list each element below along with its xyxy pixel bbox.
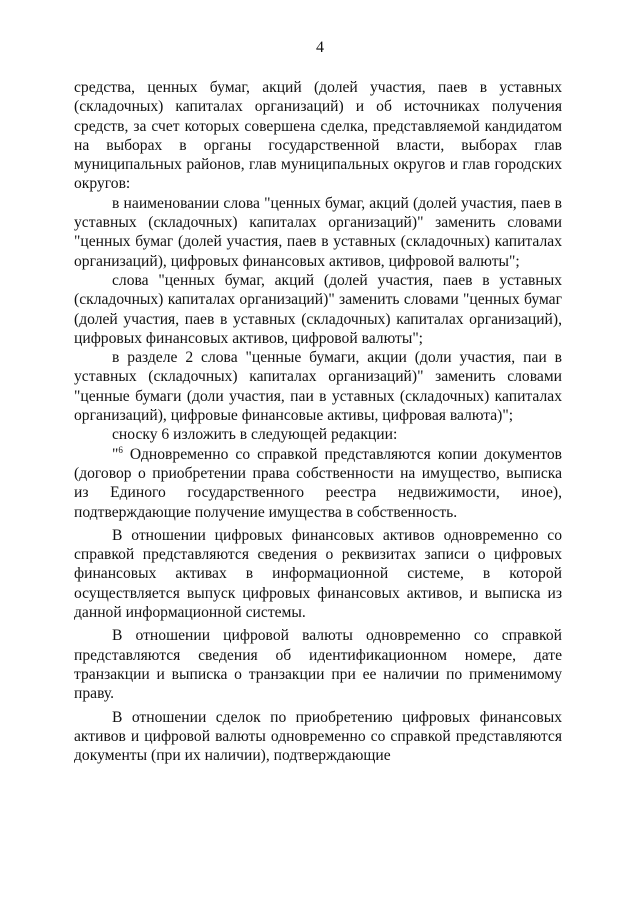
paragraph-footnote-intro: сноску 6 изложить в следующей редакции: xyxy=(112,426,398,444)
paragraph-digital-currency: В отношении цифровой валюты одновременно со справкой представляются сведения об идентификационном номере, дате транзакции и выписка о транзакции при ее наличии по применимому праву. xyxy=(74,627,562,703)
paragraph-words-amendment: слова "ценных бумаг, акций (долей участия, паев в уставных (складочных) капиталах организаций)" заменить словами "ценных бумаг (долей участия, паев в уставных (складочных) капиталах организаций), цифровых финансовых активов, цифровой валюты"; xyxy=(74,271,562,347)
paragraph-section-2-amendment: в разделе 2 слова "ценные бумаги, акции (доли участия, паи в уставных (складочных) капиталах организаций)" заменить словами "ценные бумаги (доли участия, паи в уставных (складочных) капиталах организаций), цифровые финансовые активы, цифровая валюта)"; xyxy=(74,349,562,425)
page-number: 4 xyxy=(316,39,324,56)
paragraph-digital-assets: В отношении цифровых финансовых активов одновременно со справкой представляются сведения о реквизитах записи о цифровых финансовых активах в информационной системе, в которой осуществляется выпуск цифровых финансовых активов, и выписка из данной информационной системы. xyxy=(74,526,562,622)
footnote-marker: 6 xyxy=(118,444,123,455)
body-text xyxy=(74,78,562,765)
paragraph-intro: средства, ценных бумаг, акций (долей участия, паев в уставных (складочных) капиталах организаций) и об источниках получения средств, за счет которых совершена сделка, представляемой кандидатом на выборах в органы государственной власти, выборах глав муниципальных районов, глав муниципальных округов и глав городских округов: xyxy=(74,79,562,193)
paragraph-transactions: В отношении сделок по приобретению цифровых финансовых активов и цифровой валюты одновременно со справкой представляются документы (при их наличии), подтверждающие xyxy=(74,708,562,765)
footnote-open-quote: " xyxy=(112,445,119,463)
paragraph-title-amendment: в наименовании слова "ценных бумаг, акций (долей участия, паев в уставных (складочных) капиталах организаций)" заменить словами "ценных бумаг (долей участия, паев в уставных (складочных) капиталах организаций), цифровых финансовых активов, цифровой валюты"; xyxy=(74,194,562,270)
footnote-text: Одновременно со справкой представляются копии документов (договор о приобретении права собственности на имущество, выписка из Единого государственного реестра недвижимости, иное), подтверждающие получение имущества в собственность. xyxy=(74,445,562,521)
paragraph-footnote-6 xyxy=(74,445,562,522)
